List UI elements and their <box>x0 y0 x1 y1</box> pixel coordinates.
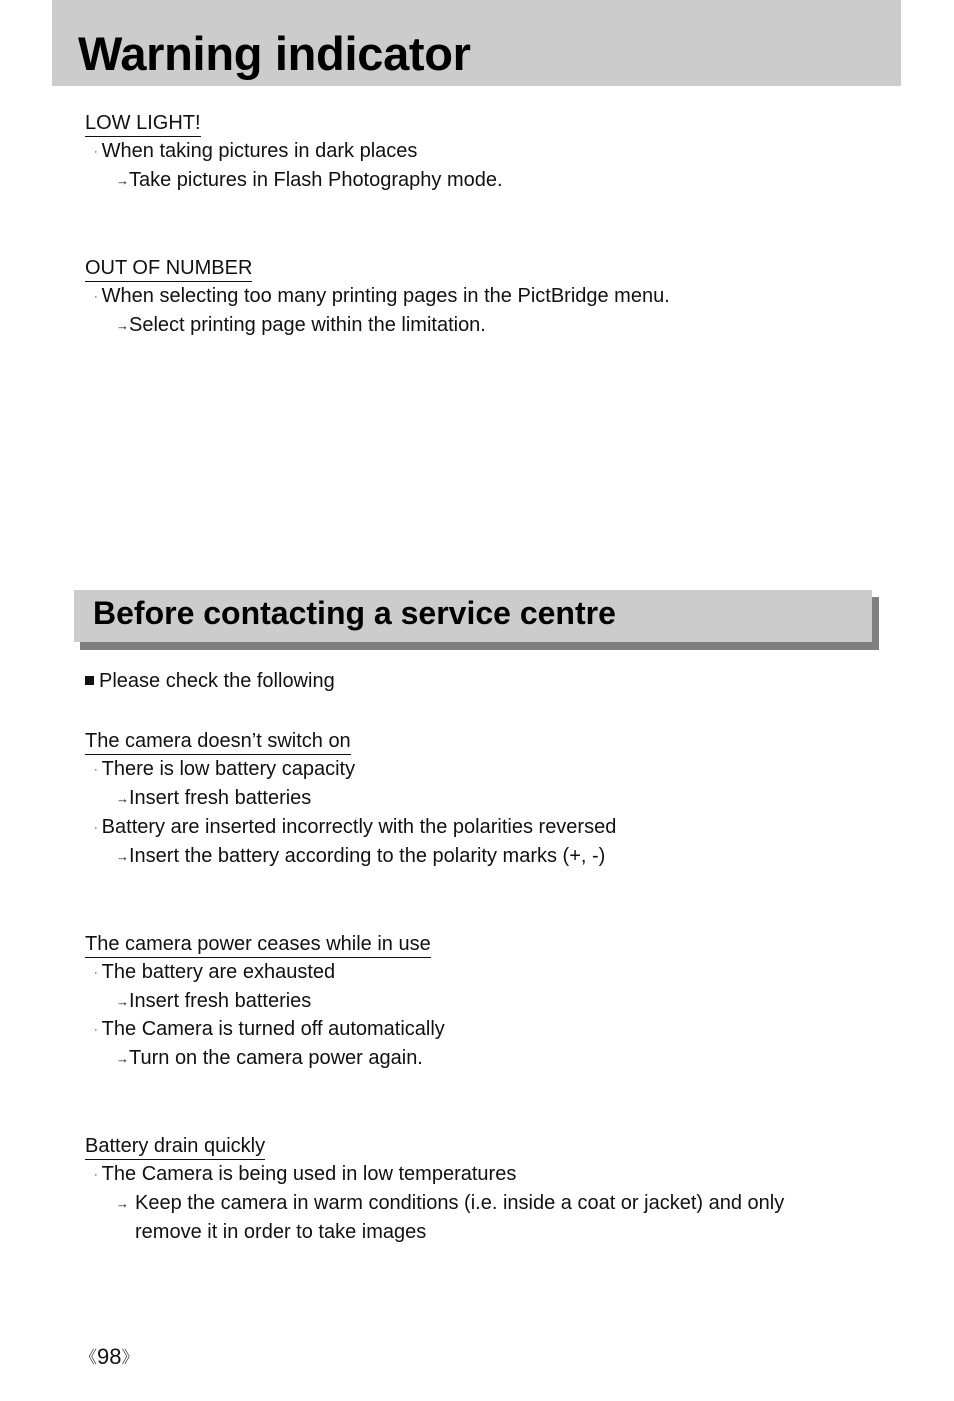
double-chevron-left-icon: 《 <box>80 1348 97 1367</box>
warning-heading-out-of-number: OUT OF NUMBER <box>85 255 252 282</box>
issue-remedy: →Insert fresh batteries <box>116 787 312 809</box>
issue-heading-battery-drain: Battery drain quickly <box>85 1133 265 1160</box>
arrow-right-icon: → <box>116 318 129 333</box>
warning-cause: · When taking pictures in dark places <box>94 140 418 162</box>
bullet-dot-icon: · <box>94 291 98 303</box>
bullet-dot-icon: · <box>94 1169 98 1181</box>
issue-heading-switch-on: The camera doesn’t switch on <box>85 728 351 755</box>
arrow-right-icon: → <box>116 994 129 1009</box>
warning-remedy: →Select printing page within the limitation. <box>116 314 486 336</box>
bullet-dot-icon: · <box>94 967 98 979</box>
issue-remedy: →Turn on the camera power again. <box>116 1047 423 1069</box>
bullet-dot-icon: · <box>94 146 98 158</box>
issue-remedy-text: Keep the camera in warm conditions (i.e. inside a coat or jacket) and only remove it in order to take images <box>135 1192 785 1243</box>
square-bullet-icon <box>85 676 94 685</box>
section-title: Before contacting a service centre <box>93 595 616 631</box>
issue-cause: · The Camera is turned off automatically <box>94 1018 445 1040</box>
arrow-right-icon: → <box>116 1196 129 1211</box>
arrow-right-icon: → <box>116 173 129 188</box>
page-number: 《98》 <box>80 1344 139 1369</box>
bullet-dot-icon: · <box>94 822 98 834</box>
arrow-right-icon: → <box>116 849 129 864</box>
arrow-right-icon: → <box>116 791 129 806</box>
check-note: Please check the following <box>85 667 335 696</box>
bullet-dot-icon: · <box>94 764 98 776</box>
issue-remedy: →Insert the battery according to the polarity marks (+, -) <box>116 845 606 867</box>
issue-cause: · Battery are inserted incorrectly with the polarities reversed <box>94 816 617 838</box>
issue-cause: · The battery are exhausted <box>94 961 336 983</box>
warning-heading-low-light: LOW LIGHT! <box>85 110 201 137</box>
double-chevron-right-icon: 》 <box>121 1348 139 1367</box>
issue-cause: · There is low battery capacity <box>94 758 356 780</box>
warning-remedy: →Take pictures in Flash Photography mode. <box>116 169 503 191</box>
issue-remedy: →Insert fresh batteries <box>116 990 312 1012</box>
issue-heading-power-ceases: The camera power ceases while in use <box>85 931 431 958</box>
warning-cause: · When selecting too many printing pages in the PictBridge menu. <box>94 285 670 307</box>
issue-cause: · The Camera is being used in low temperatures <box>94 1163 517 1185</box>
bullet-dot-icon: · <box>94 1024 98 1036</box>
arrow-right-icon: → <box>116 1051 129 1066</box>
page-title: Warning indicator <box>78 27 471 80</box>
